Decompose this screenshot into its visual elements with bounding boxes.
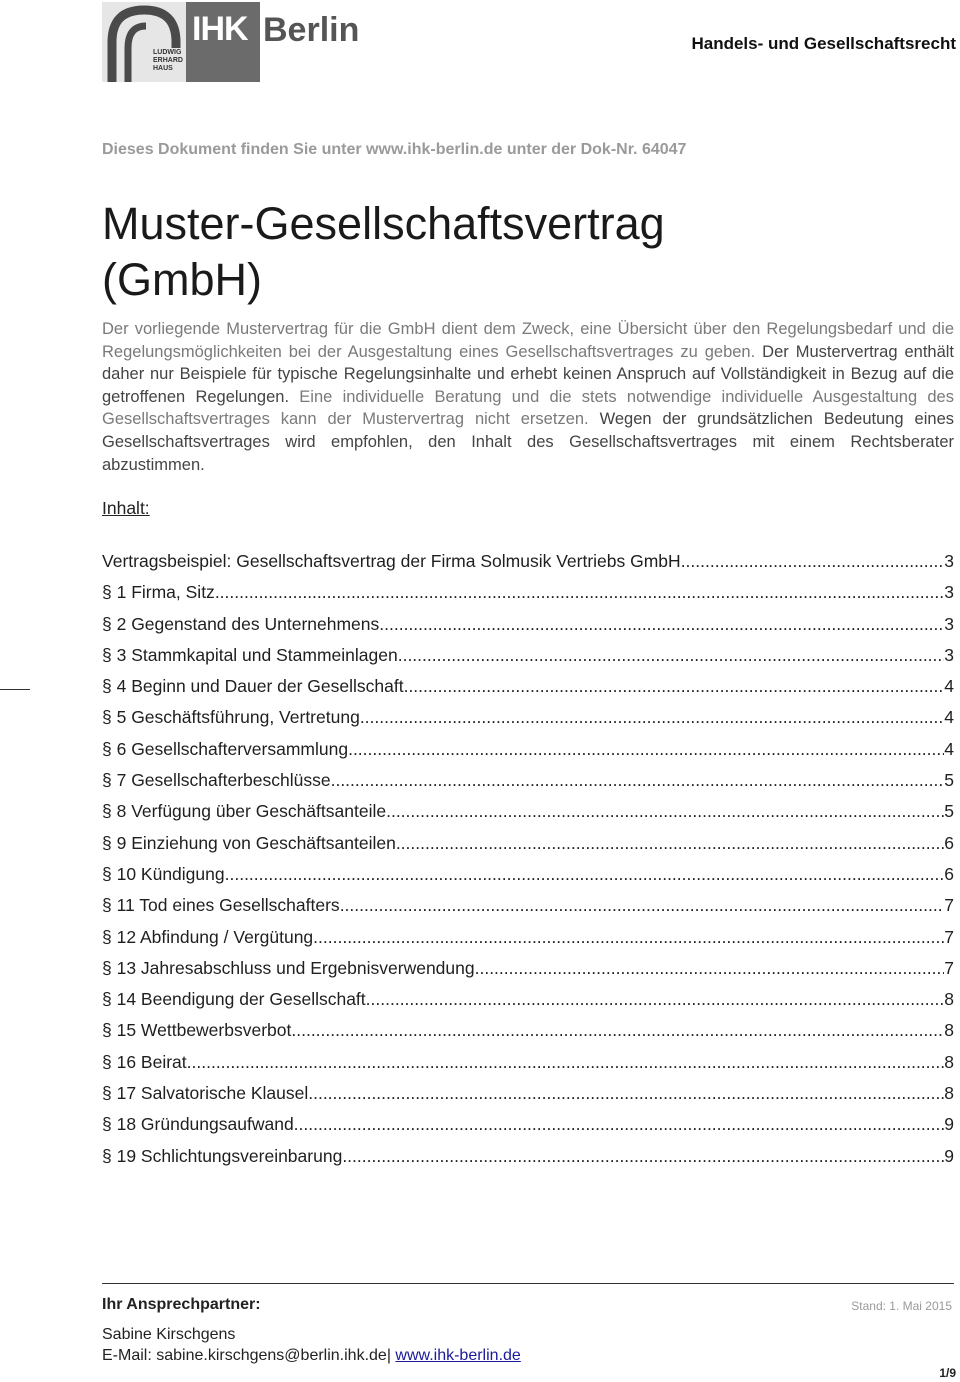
toc-entry-label: § 1 Firma, Sitz: [102, 582, 215, 603]
toc-entry-page: 4: [944, 707, 954, 728]
toc-leader-dots: [331, 770, 945, 791]
document-reference: Dieses Dokument finden Sie unter www.ihk-berlin.de unter der Dok-Nr. 64047: [102, 141, 687, 158]
ihk-logo: [102, 2, 260, 82]
toc-entry[interactable]: [102, 1083, 954, 1114]
toc-entry-label: § 12 Abfindung / Vergütung: [102, 926, 314, 947]
toc-entry-page: 4: [944, 676, 954, 697]
toc-entry-label: Vertragsbeispiel: Gesellschaftsvertrag der Firma Solmusik Vertriebs GmbH: [102, 551, 681, 571]
contact-label: Ihr Ansprechpartner:: [102, 1296, 261, 1313]
toc-entry-label: § 3 Stammkapital und Stammeinlagen: [102, 644, 398, 665]
toc-leader-dots: [396, 833, 944, 854]
website-link[interactable]: www.ihk-berlin.de: [395, 1347, 521, 1364]
toc-entry-page: 5: [944, 801, 954, 822]
toc-heading: Inhalt:: [102, 498, 150, 518]
logo-brand: IHK: [192, 10, 248, 48]
toc-entry[interactable]: [102, 707, 954, 738]
stand-date: Stand: 1. Mai 2015: [851, 1299, 952, 1313]
toc-entry[interactable]: [102, 1052, 954, 1083]
intro-part-3: Eine individuelle Beratung und die stets notwendige individuelle Ausgestaltung des Gesellschaftsvertrages kann der Mustervertrag nicht ersetzen.: [102, 387, 954, 429]
margin-mark: [0, 689, 30, 690]
intro-part-2: Der Mustervertrag enthält daher nur Beispiele für typische Regelungsinhalte und erhebt keinen Anspruch auf Vollständigkeit in Bezug auf die getroffenen Regelungen.: [102, 342, 955, 406]
toc-entry[interactable]: [102, 551, 954, 582]
toc-leader-dots: [215, 582, 944, 603]
toc-entry[interactable]: [102, 927, 954, 958]
toc-entry[interactable]: [102, 1020, 954, 1051]
toc-entry-label: § 14 Beendigung der Gesellschaft: [102, 989, 366, 1010]
toc-entry-page: 7: [944, 926, 954, 947]
toc-entry-page: 4: [944, 738, 954, 759]
toc-entry[interactable]: [102, 614, 954, 645]
header-section: Handels- und Gesellschaftsrecht: [691, 34, 956, 53]
toc-entry[interactable]: [102, 864, 954, 895]
toc-leader-dots: [187, 1052, 945, 1073]
toc-entry-page: 5: [944, 770, 954, 791]
toc-leader-dots: [681, 551, 945, 572]
toc-entry-page: 8: [944, 1083, 954, 1104]
toc-entry[interactable]: [102, 770, 954, 801]
footer-divider: [102, 1283, 954, 1284]
toc-entry-label: § 19 Schlichtungsvereinbarung: [102, 1145, 343, 1166]
toc-entry-label: § 13 Jahresabschluss und Ergebnisverwendung: [102, 957, 475, 978]
contact-name: Sabine Kirschgens: [102, 1326, 236, 1343]
toc-entry-label: § 9 Einziehung von Geschäftsanteilen: [102, 832, 396, 853]
toc-entry[interactable]: [102, 582, 954, 613]
toc-leader-dots: [379, 614, 944, 635]
toc-entry[interactable]: [102, 739, 954, 770]
toc-leader-dots: [313, 927, 944, 948]
toc-leader-dots: [348, 739, 944, 760]
intro-part-4: Wegen der grundsätzlichen Bedeutung eines Gesellschaftsvertrages wird empfohlen, den Inhalt des Gesellschaftsvertrages mit einem Rechtsberater abzustimmen.: [102, 410, 954, 474]
page-title: [102, 196, 665, 308]
toc-entry-label: § 16 Beirat: [102, 1051, 187, 1072]
page-number: 1/9: [939, 1366, 956, 1380]
toc-entry-page: 9: [944, 1114, 954, 1135]
toc-leader-dots: [398, 645, 945, 666]
toc-entry[interactable]: [102, 801, 954, 832]
toc-leader-dots: [291, 1020, 944, 1041]
toc-leader-dots: [366, 989, 945, 1010]
toc-entry[interactable]: [102, 833, 954, 864]
toc-leader-dots: [404, 676, 945, 697]
toc-entry-page: 3: [944, 582, 954, 603]
toc-entry-page: 6: [944, 863, 954, 884]
toc-entry-page: 7: [944, 957, 954, 978]
toc-entry-page: 9: [944, 1145, 954, 1166]
toc-entry-label: § 15 Wettbewerbsverbot: [102, 1020, 292, 1041]
toc-entry[interactable]: [102, 895, 954, 926]
contact-email-text: E-Mail: sabine.kirschgens@berlin.ihk.de|: [102, 1347, 391, 1364]
toc-entry-page: 3: [944, 644, 954, 665]
toc-entry-label: § 10 Kündigung: [102, 863, 225, 884]
toc-leader-dots: [308, 1083, 944, 1104]
toc-entry-label: § 8 Verfügung über Geschäftsanteile: [102, 801, 387, 822]
toc-leader-dots: [340, 895, 945, 916]
toc-entry-page: 8: [944, 1020, 954, 1041]
toc-entry-label: § 2 Gegenstand des Unternehmens: [102, 613, 380, 634]
arch-emblem-icon: [102, 2, 186, 82]
toc-entry-page: 3: [944, 613, 954, 634]
toc-entry[interactable]: [102, 989, 954, 1020]
toc-entry[interactable]: [102, 1114, 954, 1145]
toc-entry[interactable]: [102, 1146, 954, 1177]
toc-leader-dots: [294, 1114, 945, 1135]
table-of-contents: [102, 551, 954, 1177]
intro-paragraph: [102, 318, 954, 476]
toc-entry[interactable]: [102, 676, 954, 707]
toc-entry-page: 8: [944, 1051, 954, 1072]
toc-leader-dots: [386, 801, 944, 822]
toc-leader-dots: [342, 1146, 944, 1167]
toc-entry-label: § 5 Geschäftsführung, Vertretung: [102, 707, 360, 728]
toc-leader-dots: [225, 864, 945, 885]
toc-entry-page: 3: [944, 551, 954, 571]
title-line-2: (GmbH): [102, 254, 262, 305]
logo-city: Berlin: [263, 11, 360, 49]
toc-entry-page: 8: [944, 989, 954, 1010]
toc-entry-label: § 17 Salvatorische Klausel: [102, 1083, 309, 1104]
toc-entry-page: 6: [944, 832, 954, 853]
toc-leader-dots: [360, 707, 944, 728]
contact-email: [102, 1347, 521, 1365]
logo-subline: LUDWIG ERHARD HAUS: [153, 49, 183, 72]
title-line-1: Muster-Gesellschaftsvertrag: [102, 198, 665, 249]
toc-entry-label: § 11 Tod eines Gesellschafters: [102, 895, 340, 916]
toc-entry-label: § 6 Gesellschafterversammlung: [102, 738, 349, 759]
toc-entry[interactable]: [102, 645, 954, 676]
toc-entry-label: § 4 Beginn und Dauer der Gesellschaft: [102, 676, 404, 697]
toc-entry-label: § 7 Gesellschafterbeschlüsse: [102, 770, 331, 791]
toc-entry[interactable]: [102, 958, 954, 989]
toc-leader-dots: [475, 958, 945, 979]
intro-part-1: Der vorliegende Mustervertrag für die GmbH dient dem Zweck, eine Übersicht über den Regelungsbedarf und die Regelungsmöglichkeiten bei der Ausgestaltung eines Gesellschaftsvertrages zu geben.: [102, 320, 954, 361]
toc-entry-page: 7: [944, 895, 954, 916]
toc-entry-label: § 18 Gründungsaufwand: [102, 1114, 294, 1135]
